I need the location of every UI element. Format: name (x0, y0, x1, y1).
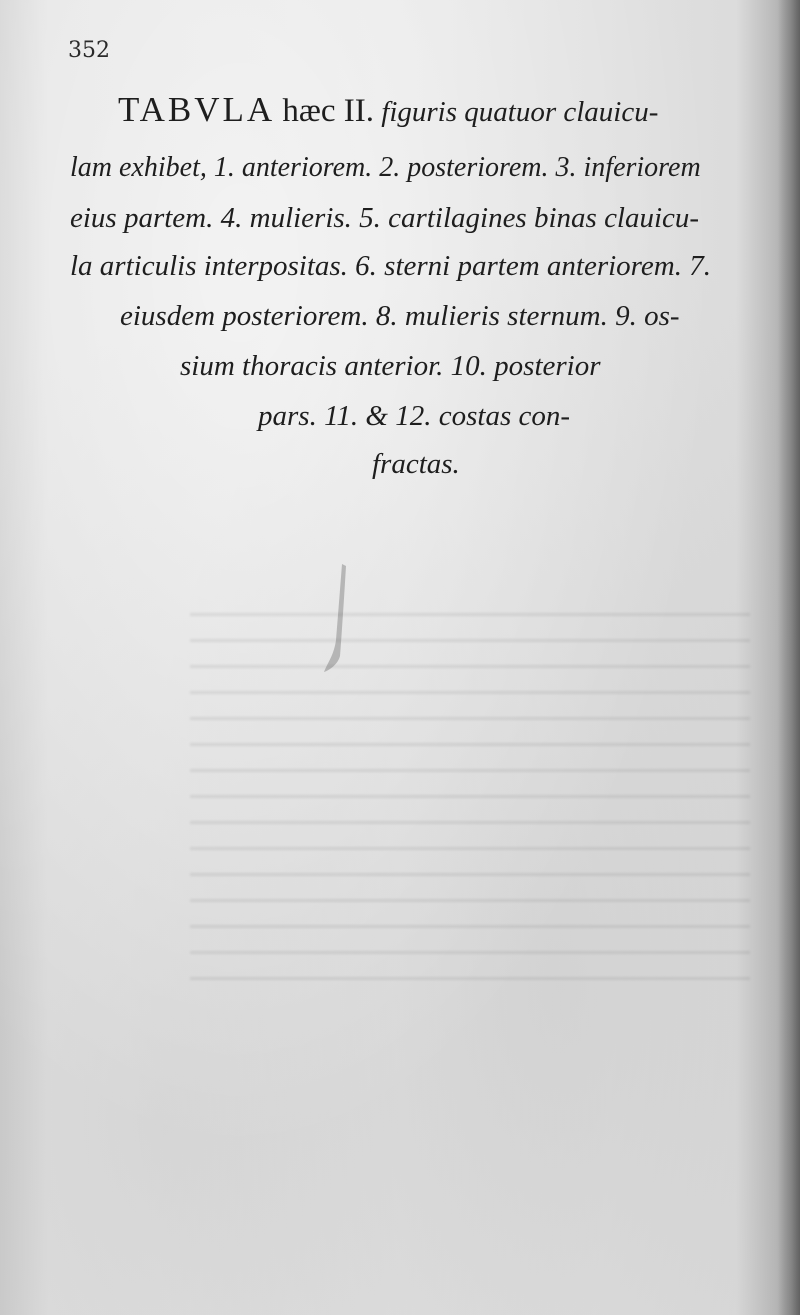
caption-line-3: eius partem. 4. mulieris. 5. cartilagines binas clauicu- (70, 202, 700, 234)
caption-heading-rest: hæc II. (282, 93, 375, 129)
page-number: 352 (68, 38, 110, 63)
caption-heading-title: TABVLA (118, 90, 276, 129)
caption-line-7: pars. 11. & 12. costas con- (258, 400, 571, 432)
show-through-text (190, 600, 750, 980)
caption-line-5: eiusdem posteriorem. 8. mulieris sternum. 9. os- (120, 300, 680, 332)
caption-line-text: figuris quatuor clauicu- (381, 96, 659, 128)
caption-line-2: lam exhibet, 1. anteriorem. 2. posteriorem. 3. inferiorem (70, 152, 701, 183)
caption-line-6: sium thoracis anterior. 10. posterior (180, 350, 601, 382)
caption-line-8: fractas. (372, 448, 460, 480)
ink-stain (318, 560, 348, 680)
page-gutter-shadow (778, 0, 800, 1315)
caption-line-4: la articulis interpositas. 6. sterni partem anteriorem. 7. (70, 250, 711, 282)
caption-line-1 (118, 92, 658, 128)
